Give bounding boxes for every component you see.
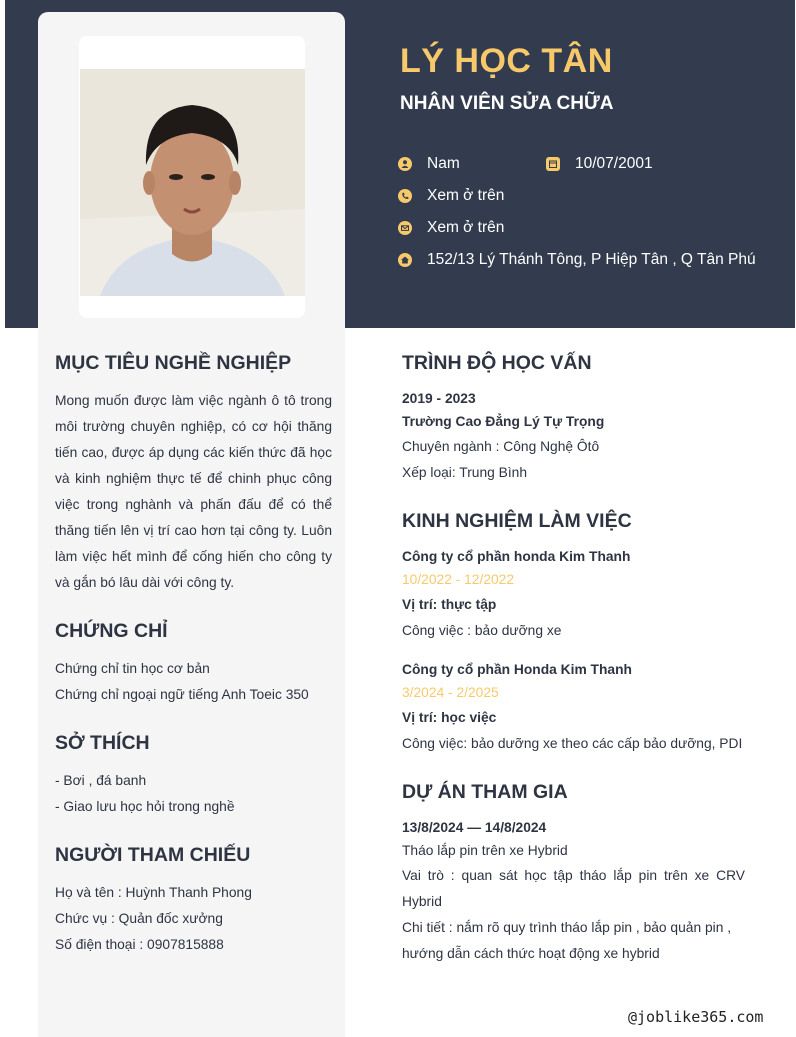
certificate-item: Chứng chỉ ngoại ngữ tiếng Anh Toeic 350 [55, 687, 309, 702]
address-row [398, 251, 756, 269]
profile-photo [80, 69, 305, 296]
certificates-heading: CHỨNG CHỈ [55, 620, 168, 642]
experience-duty: Công việc: bảo dưỡng xe theo các cấp bảo dưỡng, PDI [402, 736, 743, 751]
project-period: 13/8/2024 — 14/8/2024 [402, 820, 547, 835]
reference-position: Chức vụ : Quản đốc xưởng [55, 911, 223, 926]
hobby-item: - Giao lưu học hỏi trong nghề [55, 799, 235, 814]
experience-period: 3/2024 - 2/2025 [402, 685, 499, 700]
phone-icon [398, 189, 412, 203]
certificate-item: Chứng chỉ tin học cơ bản [55, 661, 210, 676]
address-value: 152/13 Lý Thánh Tông, P Hiệp Tân , Q Tân Phú [427, 251, 756, 268]
project-detail: Chi tiết : nắm rõ quy trình tháo lắp pin , bảo quản pin , hướng dẫn cách thức hoạt động xe hybrid [402, 920, 732, 961]
birthdate-value: 10/07/2001 [575, 155, 653, 172]
experience-position: Vị trí: học việc [402, 710, 497, 725]
envelope-icon [398, 221, 412, 235]
experience-company: Công ty cổ phần honda Kim Thanh [402, 549, 631, 564]
hobbies-heading: SỞ THÍCH [55, 732, 150, 754]
user-icon [398, 157, 412, 171]
email-value: Xem ở trên [427, 219, 505, 236]
projects-heading: DỰ ÁN THAM GIA [402, 781, 568, 803]
education-period: 2019 - 2023 [402, 391, 476, 406]
experience-company: Công ty cổ phần Honda Kim Thanh [402, 662, 632, 677]
experience-position: Vị trí: thực tập [402, 597, 497, 612]
job-title: NHÂN VIÊN SỬA CHỮA [400, 93, 614, 114]
home-icon [398, 253, 412, 267]
candidate-name: LÝ HỌC TÂN [400, 42, 613, 80]
objective-heading: MỤC TIÊU NGHỀ NGHIỆP [55, 352, 292, 374]
hobby-item: - Bơi , đá banh [55, 773, 147, 788]
site-watermark: @joblike365.com [628, 1008, 764, 1026]
reference-heading: NGƯỜI THAM CHIẾU [55, 844, 251, 866]
project-role: Vai trò : quan sát học tập tháo lắp pin trên xe CRV Hybrid [402, 868, 745, 909]
gender-row [398, 155, 460, 173]
reference-phone: Số điện thoại : 0907815888 [55, 937, 224, 952]
education-major: Chuyên ngành : Công Nghệ Ôtô [402, 439, 600, 454]
project-name: Tháo lắp pin trên xe Hybrid [402, 843, 568, 858]
experience-period: 10/2022 - 12/2022 [402, 572, 515, 587]
education-school: Trường Cao Đẳng Lý Tự Trọng [402, 414, 605, 429]
phone-row [398, 187, 504, 205]
phone-value: Xem ở trên [427, 187, 505, 204]
objective-text: Mong muốn được làm việc ngành ô tô trong môi trường chuyên nghiệp, có cơ hội thăng tiến cao, được áp dụng các kiến thức đã học và kinh nghiệm thực tế để chinh phục công việc trong nghành và phấn đấu để có thể thăng tiến lên vị trí cao hơn tại công ty. Luôn làm việc hết mình để cống hiến cho công ty và gắn bó lâu dài với công ty. [55, 393, 332, 590]
birthdate-row [546, 155, 653, 173]
experience-heading: KINH NGHIỆM LÀM VIỆC [402, 510, 632, 532]
experience-duty: Công việc : bảo dưỡng xe [402, 623, 562, 638]
education-heading: TRÌNH ĐỘ HỌC VẤN [402, 352, 592, 374]
education-grade: Xếp loại: Trung Bình [402, 465, 528, 480]
gender-value: Nam [427, 155, 460, 172]
email-row [398, 219, 504, 237]
calendar-icon [546, 157, 560, 171]
reference-name: Họ và tên : Huỳnh Thanh Phong [55, 885, 252, 900]
